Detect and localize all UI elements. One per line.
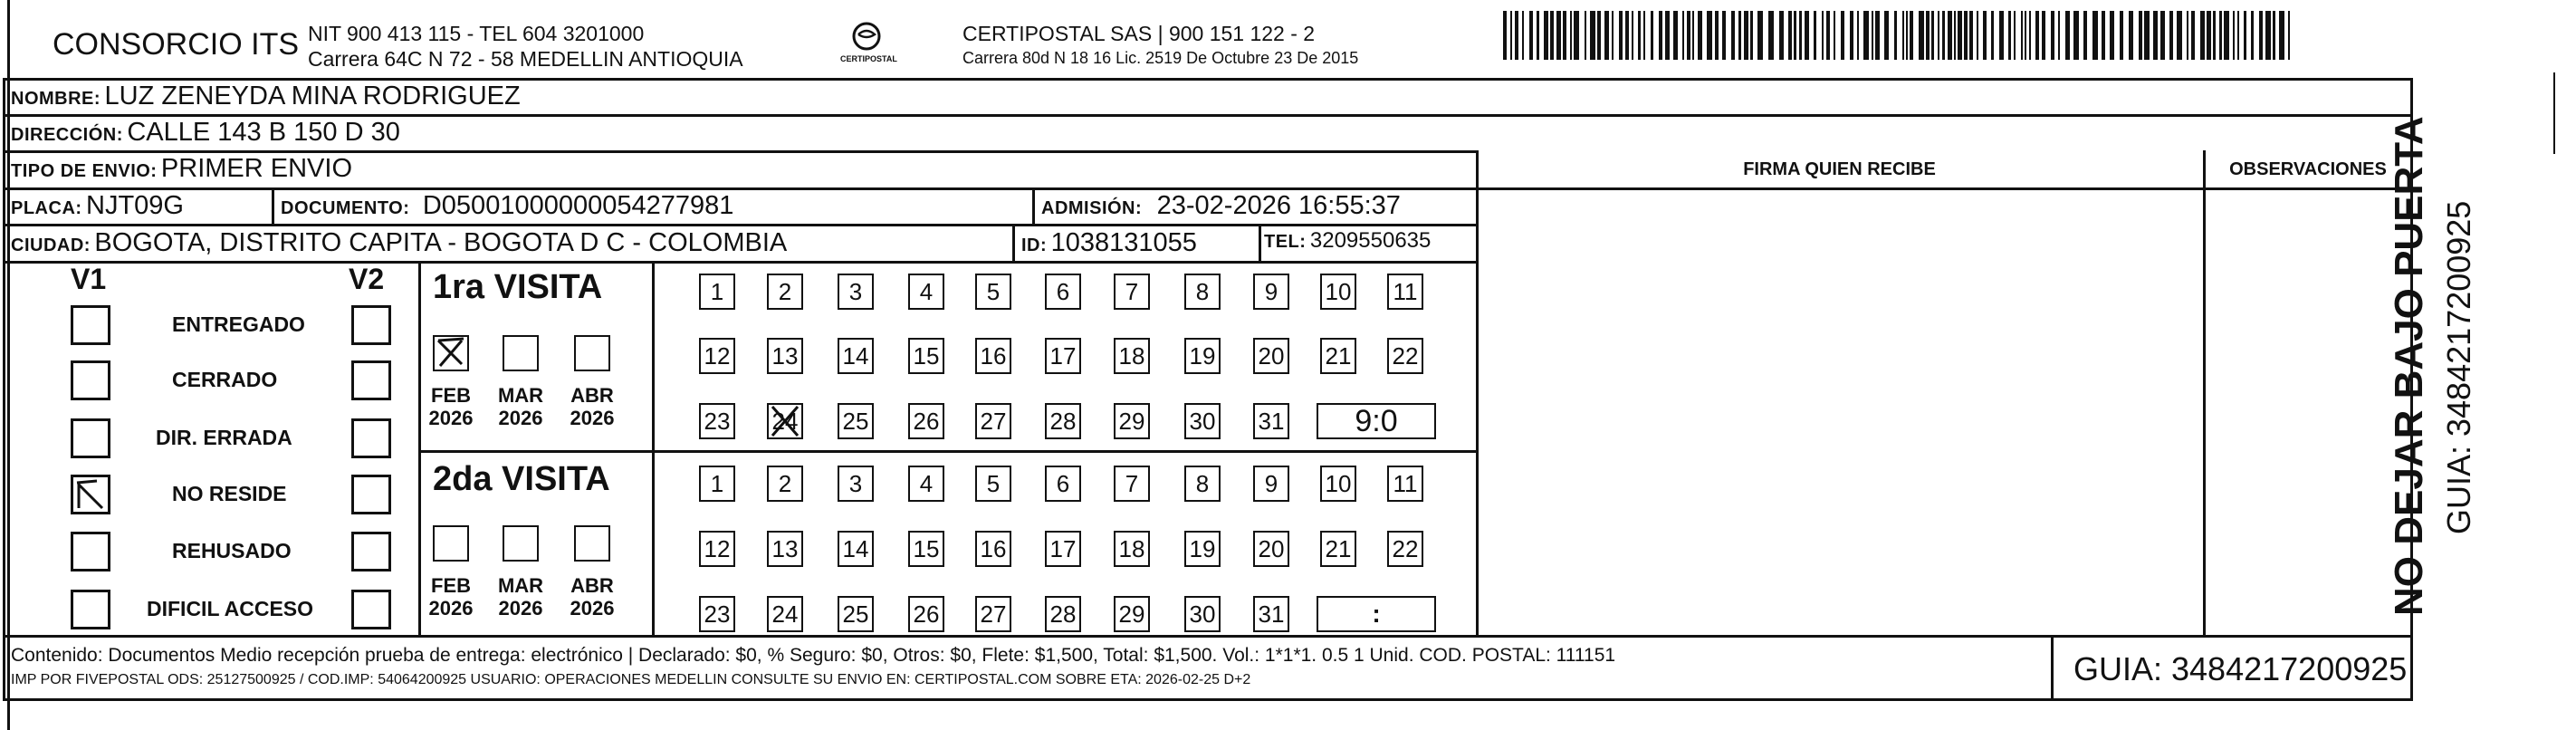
day-checkbox[interactable]: 14 bbox=[838, 531, 874, 567]
v2-checkbox[interactable] bbox=[351, 305, 391, 345]
barcode-bar bbox=[2191, 11, 2195, 60]
day-checkbox[interactable]: 3 bbox=[838, 466, 874, 502]
placa-label: PLACA: bbox=[11, 198, 82, 218]
barcode-bar bbox=[1983, 11, 1987, 60]
barcode-bar bbox=[1643, 11, 1645, 60]
observaciones-header: OBSERVACIONES bbox=[2229, 159, 2387, 179]
day-checkbox[interactable]: 31 bbox=[1253, 596, 1289, 632]
barcode-bar bbox=[1991, 11, 1994, 60]
barcode-bar bbox=[1659, 11, 1662, 60]
barcode-bar bbox=[2251, 11, 2254, 60]
company-info-line2: Carrera 64C N 72 - 58 MEDELLIN ANTIOQUIA bbox=[308, 47, 743, 71]
day-checkbox[interactable]: 16 bbox=[975, 531, 1011, 567]
barcode-bar bbox=[2035, 11, 2039, 60]
barcode-bar bbox=[2073, 11, 2079, 60]
barcode-bar bbox=[2144, 11, 2150, 60]
barcode-bar bbox=[1510, 11, 1512, 60]
v1-checkbox[interactable] bbox=[71, 532, 110, 572]
barcode-bar bbox=[2259, 11, 2263, 60]
carrier-line2: Carrera 80d N 18 16 Lic. 2519 De Octubre 23 De 2015 bbox=[962, 49, 1359, 67]
barcode-bar bbox=[1590, 11, 1595, 60]
day-checkbox[interactable]: 8 bbox=[1184, 466, 1221, 502]
v2-checkbox[interactable] bbox=[351, 590, 391, 629]
direccion-row bbox=[11, 118, 400, 148]
second-visit-title: 2da VISITA bbox=[433, 460, 610, 498]
barcode-bar bbox=[1522, 11, 1524, 60]
barcode-bar bbox=[2169, 11, 2173, 60]
month-label: ABR 2026 bbox=[570, 384, 615, 429]
barcode-bar bbox=[1884, 11, 1889, 60]
month-label: FEB 2026 bbox=[428, 574, 474, 620]
first-visit-title: 1ra VISITA bbox=[433, 268, 603, 306]
barcode-bar bbox=[2021, 11, 2023, 60]
barcode-bar bbox=[1942, 11, 1945, 60]
day-checkbox[interactable]: 5 bbox=[975, 466, 1011, 502]
barcode-bar bbox=[1757, 11, 1763, 60]
barcode-bar bbox=[1872, 11, 1873, 60]
no-dejar-text: NO DEJAR BAJO PUERTA bbox=[2387, 116, 2431, 616]
month-label: MAR 2026 bbox=[497, 384, 544, 429]
status-label: ENTREGADO bbox=[172, 312, 305, 336]
barcode-bar bbox=[1537, 11, 1539, 60]
v2-checkbox[interactable] bbox=[351, 532, 391, 572]
day-checkbox[interactable]: 29 bbox=[1114, 403, 1150, 439]
day-checkbox[interactable]: 9 bbox=[1253, 466, 1289, 502]
barcode-bar bbox=[1857, 11, 1859, 60]
barcode-bar bbox=[2200, 11, 2205, 60]
barcode-bar bbox=[2273, 11, 2275, 60]
day-checkbox[interactable]: 8 bbox=[1184, 274, 1221, 310]
month-checkbox[interactable] bbox=[574, 525, 610, 562]
day-checkbox[interactable]: 22 bbox=[1387, 338, 1423, 374]
barcode-bar bbox=[1999, 11, 2004, 60]
barcode-bar bbox=[1585, 11, 1586, 60]
day-checkbox[interactable]: 24 bbox=[767, 596, 803, 632]
company-info-line1: NIT 900 413 115 - TEL 604 3201000 bbox=[308, 22, 645, 45]
tipo-value: PRIMER ENVIO bbox=[160, 154, 353, 183]
barcode-bar bbox=[1604, 11, 1609, 60]
barcode-bar bbox=[1682, 11, 1684, 60]
day-checkbox[interactable]: 4 bbox=[908, 466, 944, 502]
company-name: CONSORCIO ITS bbox=[53, 27, 300, 62]
v2-checkbox[interactable] bbox=[351, 418, 391, 458]
barcode-bar bbox=[1805, 11, 1809, 60]
day-checkbox[interactable]: 22 bbox=[1387, 531, 1423, 567]
day-checkbox[interactable]: 7 bbox=[1114, 274, 1150, 310]
month-checkbox[interactable] bbox=[503, 525, 539, 562]
certipostal-logo-icon bbox=[844, 20, 889, 56]
status-label: CERRADO bbox=[172, 368, 278, 391]
day-checkbox[interactable]: 23 bbox=[699, 403, 735, 439]
day-checkbox[interactable]: 9 bbox=[1253, 274, 1289, 310]
barcode-bar bbox=[2244, 11, 2246, 60]
day-checkbox[interactable]: 18 bbox=[1114, 338, 1150, 374]
barcode-bar bbox=[2224, 11, 2229, 60]
status-label: DIR. ERRADA bbox=[156, 426, 292, 449]
direccion-value: CALLE 143 B 150 D 30 bbox=[127, 118, 400, 147]
placa-value: NJT09G bbox=[86, 191, 184, 220]
barcode-bar bbox=[1722, 11, 1726, 60]
barcode-bar bbox=[1731, 11, 1735, 60]
barcode-bar bbox=[1794, 11, 1796, 60]
barcode-bar bbox=[2237, 11, 2239, 60]
barcode-bar bbox=[2187, 11, 2188, 60]
v1-checkbox[interactable] bbox=[71, 590, 110, 629]
barcode-bar bbox=[2029, 11, 2031, 60]
v1-checkbox[interactable] bbox=[71, 475, 110, 514]
day-checkbox[interactable]: 10 bbox=[1320, 466, 1356, 502]
day-checkbox[interactable]: 3 bbox=[838, 274, 874, 310]
side-guia-text: GUIA: 3484217200925 bbox=[2440, 200, 2477, 534]
day-checkbox[interactable]: 19 bbox=[1184, 531, 1221, 567]
day-checkbox[interactable]: 27 bbox=[975, 596, 1011, 632]
day-checkbox[interactable]: 20 bbox=[1253, 531, 1289, 567]
day-checkbox[interactable]: 15 bbox=[908, 531, 944, 567]
day-checkbox[interactable]: 21 bbox=[1320, 531, 1356, 567]
month-label: FEB 2026 bbox=[428, 384, 474, 429]
second-visit-time[interactable]: : bbox=[1317, 596, 1436, 632]
barcode-bar bbox=[1638, 11, 1641, 60]
v2-checkbox[interactable] bbox=[351, 360, 391, 400]
day-checkbox[interactable]: 30 bbox=[1184, 596, 1221, 632]
status-label: DIFICIL ACCESO bbox=[147, 597, 314, 620]
barcode-bar bbox=[1822, 11, 1824, 60]
barcode-bar bbox=[1715, 11, 1719, 60]
barcode-bar bbox=[1612, 11, 1614, 60]
day-checkbox[interactable]: 7 bbox=[1114, 466, 1150, 502]
tel-field bbox=[1264, 228, 1431, 254]
barcode-bar bbox=[1625, 11, 1629, 60]
ciudad-label: CIUDAD: bbox=[11, 235, 91, 255]
day-checkbox[interactable]: 14 bbox=[838, 338, 874, 374]
barcode-bar bbox=[2177, 11, 2182, 60]
day-checkbox[interactable]: 27 bbox=[975, 403, 1011, 439]
day-checkbox[interactable]: 4 bbox=[908, 274, 944, 310]
tipo-row bbox=[11, 154, 352, 184]
barcode-bar bbox=[1550, 11, 1554, 60]
barcode-bar bbox=[1931, 11, 1934, 60]
day-checkbox[interactable]: 26 bbox=[908, 596, 944, 632]
barcode-bar bbox=[1841, 11, 1844, 60]
v1-label: V1 bbox=[71, 263, 107, 295]
v1-checkbox[interactable] bbox=[71, 418, 110, 458]
barcode-bar bbox=[1875, 11, 1880, 60]
barcode-bar bbox=[1906, 11, 1908, 60]
status-label: NO RESIDE bbox=[172, 482, 287, 505]
barcode-bar bbox=[1673, 11, 1678, 60]
barcode-bar bbox=[1977, 11, 1978, 60]
day-checkbox[interactable]: 12 bbox=[699, 531, 735, 567]
ciudad-value: BOGOTA, DISTRITO CAPITA - BOGOTA D C - COLOMBIA bbox=[94, 228, 788, 257]
day-checkbox[interactable]: 17 bbox=[1045, 531, 1081, 567]
barcode-bar bbox=[1768, 11, 1774, 60]
day-checkbox[interactable]: 2 bbox=[767, 274, 803, 310]
nombre-label: NOMBRE: bbox=[11, 89, 101, 109]
day-checkbox[interactable]: 5 bbox=[975, 274, 1011, 310]
barcode-bar bbox=[2160, 11, 2165, 60]
month-checkbox[interactable] bbox=[433, 335, 469, 371]
barcode-bar bbox=[1926, 11, 1930, 60]
day-checkbox[interactable]: 15 bbox=[908, 338, 944, 374]
month-checkbox[interactable] bbox=[503, 335, 539, 371]
day-checkbox[interactable]: 13 bbox=[767, 338, 803, 374]
barcode-bar bbox=[1556, 11, 1561, 60]
barcode-bar bbox=[2025, 11, 2026, 60]
barcode-bar bbox=[2153, 11, 2158, 60]
barcode-bar bbox=[1574, 11, 1579, 60]
v2-label: V2 bbox=[349, 263, 385, 295]
barcode-bar bbox=[2219, 11, 2222, 60]
barcode-bar bbox=[1544, 11, 1548, 60]
barcode-bar bbox=[1948, 11, 1952, 60]
barcode-bar bbox=[1826, 11, 1830, 60]
day-checkbox[interactable]: 16 bbox=[975, 338, 1011, 374]
barcode-bar bbox=[1834, 11, 1835, 60]
tipo-label: TIPO DE ENVIO: bbox=[11, 161, 158, 181]
barcode-bar bbox=[2065, 11, 2070, 60]
barcode-bar bbox=[1687, 11, 1690, 60]
barcode-bar bbox=[2058, 11, 2060, 60]
barcode-bar bbox=[1902, 11, 1904, 60]
barcode-bar bbox=[1529, 11, 1533, 60]
check-mark-icon bbox=[769, 405, 801, 437]
month-checkbox[interactable] bbox=[574, 335, 610, 371]
check-mark-icon bbox=[435, 337, 467, 370]
barcode-bar bbox=[1779, 11, 1784, 60]
barcode-bar bbox=[2120, 11, 2123, 60]
documento-field bbox=[281, 191, 733, 221]
day-checkbox[interactable]: 28 bbox=[1045, 403, 1081, 439]
barcode-bar bbox=[1707, 11, 1712, 60]
nombre-row bbox=[11, 82, 521, 111]
day-checkbox[interactable]: 11 bbox=[1387, 466, 1423, 502]
admision-value: 23-02-2026 16:55:37 bbox=[1156, 191, 1401, 220]
admision-field bbox=[1041, 191, 1401, 221]
barcode-bar bbox=[1651, 11, 1653, 60]
barcode-bar bbox=[2207, 11, 2211, 60]
day-checkbox[interactable]: 17 bbox=[1045, 338, 1081, 374]
day-checkbox[interactable]: 6 bbox=[1045, 274, 1081, 310]
day-checkbox[interactable]: 24 bbox=[767, 403, 803, 439]
barcode-bar bbox=[1910, 11, 1913, 60]
nombre-value: LUZ ZENEYDA MINA RODRIGUEZ bbox=[104, 82, 521, 110]
barcode-bar bbox=[2014, 11, 2016, 60]
v1-checkbox[interactable] bbox=[71, 305, 110, 345]
barcode-bar bbox=[2042, 11, 2045, 60]
barcode-bar bbox=[1750, 11, 1753, 60]
documento-label: DOCUMENTO: bbox=[281, 198, 410, 218]
barcode-bar bbox=[1964, 11, 1968, 60]
id-field bbox=[1021, 228, 1197, 258]
documento-value: D05001000000054277981 bbox=[422, 191, 734, 220]
barcode-bar bbox=[1788, 11, 1792, 60]
barcode-bar bbox=[1692, 11, 1694, 60]
barcode-bar bbox=[1632, 11, 1633, 60]
placa-field bbox=[11, 191, 184, 221]
barcode-bar bbox=[1570, 11, 1572, 60]
day-checkbox[interactable]: 30 bbox=[1184, 403, 1221, 439]
day-checkbox[interactable]: 26 bbox=[908, 403, 944, 439]
barcode-bar bbox=[1814, 11, 1816, 60]
barcode-bar bbox=[2213, 11, 2216, 60]
day-checkbox[interactable]: 2 bbox=[767, 466, 803, 502]
barcode-bar bbox=[2139, 11, 2142, 60]
barcode-bar bbox=[1969, 11, 1973, 60]
barcode-bar bbox=[1619, 11, 1623, 60]
barcode-bar bbox=[2279, 11, 2284, 60]
ciudad-field bbox=[11, 228, 787, 258]
barcode-bar bbox=[2092, 11, 2098, 60]
day-checkbox[interactable]: 19 bbox=[1184, 338, 1221, 374]
imp-text: IMP POR FIVEPOSTAL ODS: 25127500925 / COD.IMP: 54064200925 USUARIO: OPERACIONES MEDELLIN CONSULTE SU ENVIO EN: CERTIPOSTAL.COM SOBRE ETA: 2026-02-25 D+2 bbox=[11, 672, 1251, 687]
status-label: REHUSADO bbox=[172, 539, 292, 562]
barcode-bar bbox=[1597, 11, 1601, 60]
carrier-line1: CERTIPOSTAL SAS | 900 151 122 - 2 bbox=[962, 22, 1316, 45]
day-checkbox[interactable]: 18 bbox=[1114, 531, 1150, 567]
day-checkbox[interactable]: 21 bbox=[1320, 338, 1356, 374]
barcode-bar bbox=[1894, 11, 1897, 60]
id-label: ID: bbox=[1021, 235, 1048, 255]
barcode-bar bbox=[1744, 11, 1748, 60]
logo-caption: CERTIPOSTAL bbox=[840, 54, 897, 63]
contenido-text: Contenido: Documentos Medio recepción prueba de entrega: electrónico | Declarado: $0, % Seguro: $0, Otros: $0, Flete: $1,500, Total: $1,500. Vol.: 1*1*1. 0.5 1 Unid. COD. POSTAL: 111151 bbox=[11, 645, 1616, 666]
v1-checkbox[interactable] bbox=[71, 360, 110, 400]
day-checkbox[interactable]: 1 bbox=[699, 466, 735, 502]
month-label: MAR 2026 bbox=[497, 574, 544, 620]
direccion-label: DIRECCIÓN: bbox=[11, 125, 123, 145]
barcode-bar bbox=[1698, 11, 1702, 60]
barcode-bar bbox=[2288, 11, 2290, 60]
day-checkbox[interactable]: 1 bbox=[699, 274, 735, 310]
barcode-bar bbox=[1665, 11, 1670, 60]
barcode-bar bbox=[2083, 11, 2087, 60]
day-checkbox[interactable]: 13 bbox=[767, 531, 803, 567]
barcode-bar bbox=[2233, 11, 2235, 60]
day-checkbox[interactable]: 6 bbox=[1045, 466, 1081, 502]
first-visit-time[interactable]: 9:0 bbox=[1317, 403, 1436, 439]
tel-label: TEL: bbox=[1264, 232, 1307, 252]
day-checkbox[interactable]: 29 bbox=[1114, 596, 1150, 632]
day-checkbox[interactable]: 25 bbox=[838, 596, 874, 632]
barcode-bar bbox=[1863, 11, 1869, 60]
day-checkbox[interactable]: 23 bbox=[699, 596, 735, 632]
barcode-bar bbox=[2008, 11, 2011, 60]
barcode-bar bbox=[2110, 11, 2114, 60]
barcode-bar bbox=[1850, 11, 1853, 60]
barcode-bar bbox=[1503, 11, 1507, 60]
barcode-bar bbox=[2129, 11, 2133, 60]
id-value: 1038131055 bbox=[1050, 228, 1197, 257]
barcode-bar bbox=[1515, 11, 1518, 60]
barcode-bar bbox=[1738, 11, 1741, 60]
day-checkbox[interactable]: 11 bbox=[1387, 274, 1423, 310]
barcode-bar bbox=[1958, 11, 1962, 60]
tel-value: 3209550635 bbox=[1309, 228, 1432, 253]
footer-guia: GUIA: 3484217200925 bbox=[2073, 650, 2408, 687]
admision-label: ADMISIÓN: bbox=[1041, 198, 1143, 218]
barcode-bar bbox=[2102, 11, 2105, 60]
day-checkbox[interactable]: 31 bbox=[1253, 403, 1289, 439]
check-mark-icon bbox=[73, 477, 108, 512]
v2-checkbox[interactable] bbox=[351, 475, 391, 514]
barcode-bar bbox=[1919, 11, 1924, 60]
barcode-bar bbox=[1799, 11, 1802, 60]
barcode-bar bbox=[1954, 11, 1956, 60]
day-checkbox[interactable]: 20 bbox=[1253, 338, 1289, 374]
month-label: ABR 2026 bbox=[570, 574, 615, 620]
barcode-bar bbox=[1938, 11, 1939, 60]
day-checkbox[interactable]: 25 bbox=[838, 403, 874, 439]
barcode bbox=[1503, 11, 2300, 60]
barcode-bar bbox=[2265, 11, 2271, 60]
day-checkbox[interactable]: 28 bbox=[1045, 596, 1081, 632]
barcode-bar bbox=[1563, 11, 1566, 60]
firma-header: FIRMA QUIEN RECIBE bbox=[1743, 159, 1936, 179]
day-checkbox[interactable]: 12 bbox=[699, 338, 735, 374]
barcode-bar bbox=[2051, 11, 2054, 60]
day-checkbox[interactable]: 10 bbox=[1320, 274, 1356, 310]
month-checkbox[interactable] bbox=[433, 525, 469, 562]
